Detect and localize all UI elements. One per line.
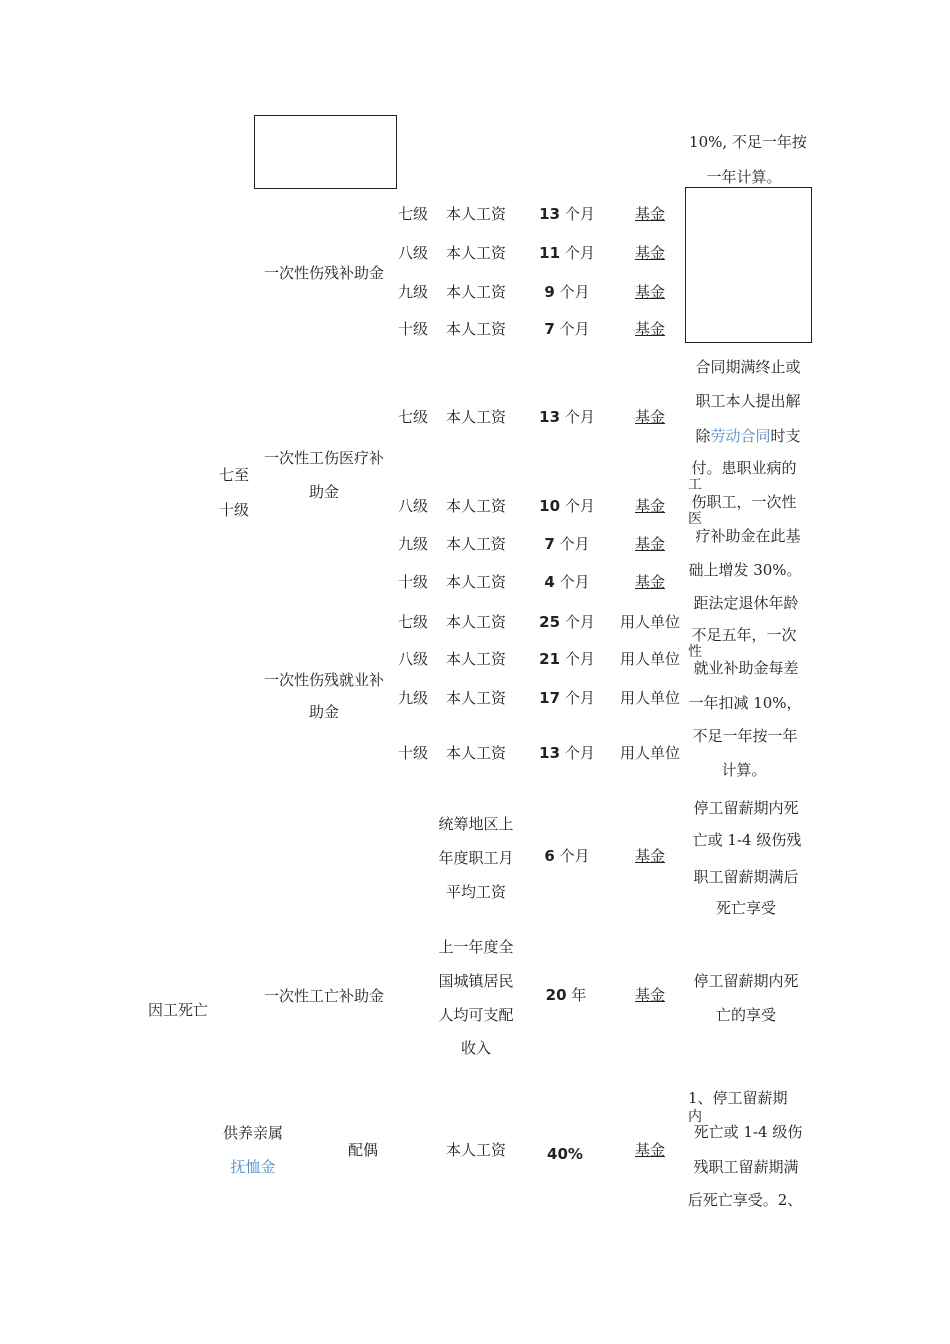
base-cell: 年度职工月 [438,849,514,867]
amount-cell: 6 个月 [544,847,590,865]
medical-note-line: 伤职工，一次性 [691,493,797,511]
payer-cell: 基金 [634,244,666,262]
payer-cell: 基金 [634,320,666,338]
base-cell: 本人工资 [445,244,507,262]
payer-cell: 用人单位 [619,650,681,668]
grade-cell: 九级 [397,283,429,301]
medical-label: 助金 [308,483,340,501]
amount-cell: 10 个月 [539,497,595,515]
base-cell: 本人工资 [445,744,507,762]
amount-cell: 7 个月 [544,320,590,338]
base-cell: 上一年度全 [438,938,514,956]
employment-label: 助金 [308,703,340,721]
payer-cell: 基金 [634,535,666,553]
base-cell: 本人工资 [445,573,507,591]
grade-cell: 十级 [397,573,429,591]
empty-cell-box [254,115,397,189]
pension-note-line: 后死亡享受。2、 [687,1191,803,1209]
grade-cell: 八级 [397,650,429,668]
base-cell: 本人工资 [445,408,507,426]
top-note-line: 一年计算。 [706,168,782,186]
employment-note-line: 性 [688,644,702,660]
employment-note-line: 计算。 [721,761,767,779]
funeral-note-line: 停工留薪期内死 [693,799,799,817]
amount-cell: 13 个月 [539,205,595,223]
medical-note-line: 职工本人提出解 [695,392,801,410]
pension-note-line: 残职工留薪期满 [693,1158,799,1176]
amount-cell: 11 个月 [539,244,595,262]
grade-cell: 九级 [397,689,429,707]
pension-note-line: 内 [688,1109,702,1125]
pension-link[interactable]: 抚恤金 [230,1158,276,1176]
payer-cell: 基金 [634,408,666,426]
payer-cell: 用人单位 [619,744,681,762]
amount-cell: 20 年 [545,986,587,1004]
amount-cell: 40% [547,1145,583,1163]
death-label: 因工死亡 [147,1001,209,1019]
base-cell: 收入 [460,1039,492,1057]
payer-cell: 基金 [634,205,666,223]
lump-label: 一次性工亡补助金 [263,987,385,1005]
medical-note-line: 础上增发 30%。 [688,561,802,579]
medical-note-line: 除劳动合同时支 [695,427,801,445]
payer-cell: 基金 [634,497,666,515]
grade-group-label: 十级 [218,501,250,519]
pension-label: 供养亲属 [222,1124,284,1142]
funeral-note-line: 死亡享受 [715,899,777,917]
top-note-line: 10%, 不足一年按 [689,133,807,151]
medical-note-line: 付。患职业病的 [691,459,797,477]
base-cell: 本人工资 [445,689,507,707]
amount-cell: 4 个月 [544,573,590,591]
payer-cell: 用人单位 [619,689,681,707]
amount-cell: 13 个月 [539,744,595,762]
employment-note-line: 距法定退休年龄 [693,594,799,612]
medical-note-line: 工 [688,477,702,493]
base-cell: 国城镇居民 [438,972,514,990]
employment-note-line: 不足五年，一次 [691,626,797,644]
base-cell: 平均工资 [445,883,507,901]
labor-contract-link[interactable]: 劳动合同 [710,427,771,445]
funeral-note-line: 亡或 1-4 级伤残 [692,831,802,849]
base-cell: 人均可支配 [438,1006,514,1024]
payer-cell: 基金 [634,986,666,1004]
lump-note-line: 停工留薪期内死 [693,972,799,990]
payer-cell: 基金 [634,1141,666,1159]
amount-cell: 7 个月 [544,535,590,553]
payer-cell: 基金 [634,573,666,591]
medical-label: 一次性工伤医疗补 [263,449,385,467]
grade-cell: 十级 [397,744,429,762]
relation-cell: 配偶 [347,1141,379,1159]
grade-group-label: 七至 [218,466,250,484]
employment-note-line: 不足一年按一年 [692,727,798,745]
base-cell: 本人工资 [445,1141,507,1159]
base-cell: 本人工资 [445,650,507,668]
funeral-note-line: 职工留薪期满后 [693,868,799,886]
base-cell: 本人工资 [445,497,507,515]
grade-cell: 八级 [397,497,429,515]
medical-note-line: 合同期满终止或 [695,358,801,376]
base-cell: 本人工资 [445,205,507,223]
base-cell: 本人工资 [445,535,507,553]
medical-note-line: 疗补助金在此基 [695,527,801,545]
lump-note-line: 亡的享受 [715,1006,777,1024]
base-cell: 本人工资 [445,283,507,301]
grade-cell: 七级 [397,408,429,426]
base-cell: 统筹地区上 [438,815,514,833]
grade-cell: 七级 [397,205,429,223]
grade-cell: 八级 [397,244,429,262]
amount-cell: 17 个月 [539,689,595,707]
payer-cell: 用人单位 [619,613,681,631]
base-cell: 本人工资 [445,613,507,631]
residual-label: 一次性伤残补助金 [263,264,385,282]
pension-note-line: 1、停工留薪期 [688,1089,788,1107]
grade-cell: 十级 [397,320,429,338]
payer-cell: 基金 [634,847,666,865]
employment-note-line: 一年扣减 10%， [688,694,802,712]
grade-cell: 九级 [397,535,429,553]
amount-cell: 25 个月 [539,613,595,631]
payer-cell: 基金 [634,283,666,301]
amount-cell: 9 个月 [544,283,590,301]
grade-cell: 七级 [397,613,429,631]
base-cell: 本人工资 [445,320,507,338]
pension-note-line: 死亡或 1-4 级伤 [693,1123,803,1141]
medical-note-line: 医 [688,511,702,527]
employment-note-line: 就业补助金每差 [693,659,799,677]
amount-cell: 13 个月 [539,408,595,426]
employment-label: 一次性伤残就业补 [263,671,385,689]
amount-cell: 21 个月 [539,650,595,668]
empty-cell-box [685,187,812,343]
